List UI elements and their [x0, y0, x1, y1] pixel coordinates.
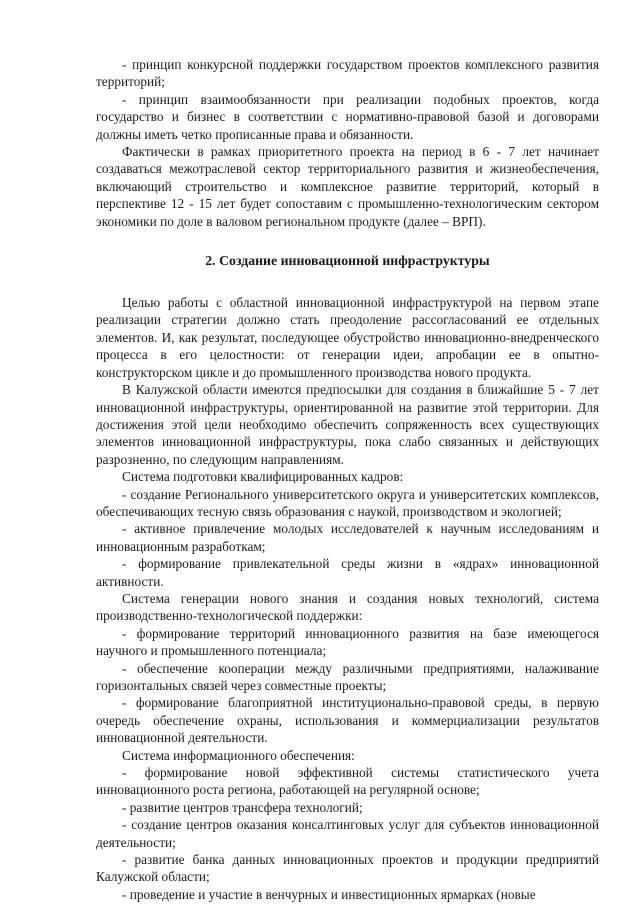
paragraph: В Калужской области имеются предпосылки для создания в ближайшие 5 - 7 лет инновационной инфраструктуры, ориентированной на развитие этой территории. Для достижения этой цели необходимо обеспечить сопряженность всех существующих элементов инновационной инфраструктуры, пока слабо связанных и действующих разрозненно, по следующим направлениям. [96, 382, 599, 467]
paragraph: - принцип конкурсной поддержки государством проектов комплексного развития территорий; [96, 57, 599, 90]
list-item: - активное привлечение молодых исследователей к научным исследованиям и инновационным разработкам; [96, 521, 599, 554]
list-item: - формирование благоприятной институционально-правовой среды, в первую очередь обеспечение охраны, использования и коммерциализации результатов инновационной деятельности. [96, 695, 599, 746]
list-heading: Система генерации нового знания и создания новых технологий, система производственно-технологической поддержки: [96, 590, 599, 624]
paragraph: Фактически в рамках приоритетного проекта на период в 6 - 7 лет начинает создаваться межотраслевой сектор территориального развития и жизнеобеспечения, включающий строительство и комплексное развитие территорий, который в перспективе 12 - 15 лет будет сопоставим с промышленно-технологическим сектором экономики по доле в валовом региональном продукте (далее – ВРП). [96, 144, 599, 229]
list-item: - формирование территорий инновационного развития на базе имеющегося научного и промышленного потенциала; [96, 625, 599, 659]
list-item: - развитие банка данных инновационных проектов и продукции предприятий Калужской области; [96, 852, 599, 885]
paragraph: Целью работы с областной инновационной инфраструктурой на первом этапе реализации стратегии должно стать преодоление рассогласований ее отдельных элементов. И, как результат, последующее обустройство инновационно-внедренческого процесса в его целостности: от генерации идеи, апробации ее в опытно-конструкторском цикле и до промышленного производства нового продукта. [96, 295, 599, 380]
list-item: - создание Регионального университетского округа и университетских комплексов, обеспечивающих тесную связь образования с наукой, производством и экологией; [96, 486, 599, 519]
list-item: - формирование новой эффективной системы статистического учета инновационного роста региона, работающей на регулярной основе; [96, 765, 599, 798]
section-heading: 2. Создание инновационной инфраструктуры [205, 253, 490, 269]
list-item: - проведение и участие в венчурных и инвестиционных ярмарках (новые [122, 886, 536, 902]
paragraph: - принцип взаимообязанности при реализации подобных проектов, когда государство и бизнес в соответствии с нормативно-правовой базой и договорами должны иметь четко прописанные права и обязанности. [96, 91, 599, 142]
list-item: - создание центров оказания консалтинговых услуг для субъектов инновационной деятельности; [96, 817, 599, 850]
list-item: - формирование привлекательной среды жизни в «ядрах» инновационной активности. [96, 556, 599, 589]
list-item: - развитие центров трансфера технологий; [122, 799, 363, 815]
list-heading: Система информационного обеспечения: [122, 747, 355, 763]
list-item: - обеспечение кооперации между различными предприятиями, налаживание горизонтальных связей через совместные проекты; [96, 660, 599, 693]
list-heading: Система подготовки квалифицированных кадров: [122, 469, 404, 485]
document-page [96, 56, 599, 903]
